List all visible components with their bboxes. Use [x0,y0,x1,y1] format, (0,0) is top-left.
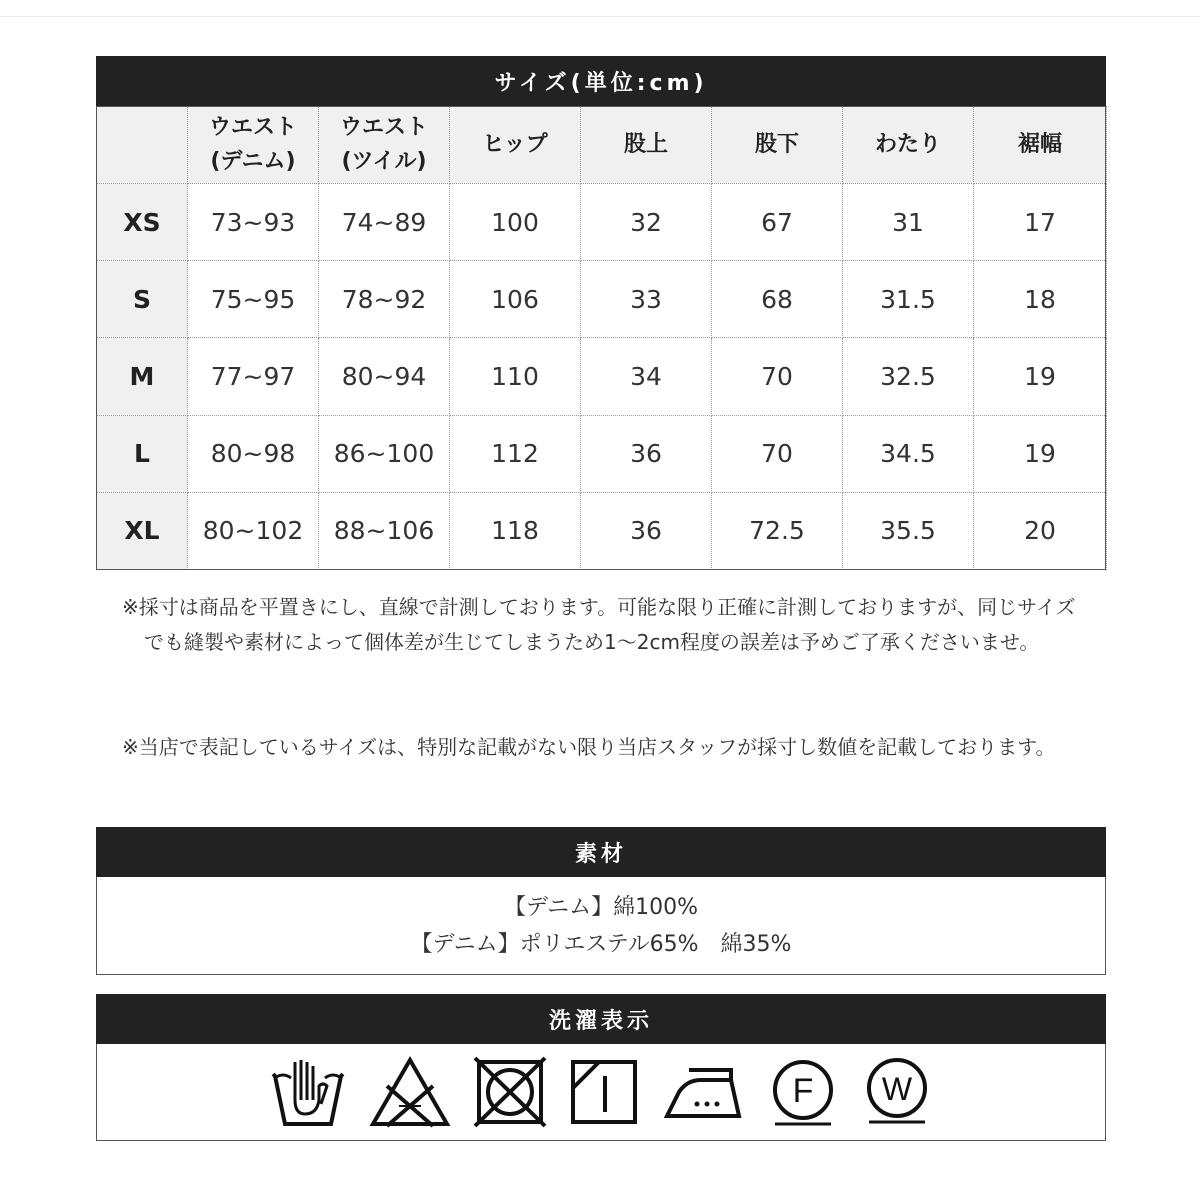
line-dry-shade-icon [569,1056,639,1128]
size-label: XS [97,184,188,261]
header-waist-denim: ウエスト (デニム) [188,107,319,184]
staff-note [122,730,1082,765]
care-title: 洗濯表示 [96,994,1106,1044]
material-box [96,877,1106,975]
header-hip: ヒップ [450,107,581,184]
size-label: S [97,261,188,338]
table-cell: 106 [450,261,581,338]
table-cell: 31.5 [843,261,974,338]
no-tumble-dry-icon [473,1056,547,1128]
table-cell: 18 [974,261,1107,338]
header-hem: 裾幅 [974,107,1107,184]
table-cell: 74~89 [319,184,450,261]
table-cell: 80~98 [188,415,319,492]
header-corner [97,107,188,184]
table-cell: 33 [581,261,712,338]
note-text: ※採寸は商品を平置きにし、直線で計測しております。可能な限り正確に計測しておりますが、同じサイズでも縫製や素材によって個体差が生じてしまうため1～2cm程度の誤差は予めご了承くださいませ。 [122,595,1076,654]
wet-clean-letter: W [881,1071,913,1107]
table-cell: 34 [581,338,712,415]
size-table-title: サイズ(単位:cm) [96,56,1106,106]
no-bleach-icon [369,1056,451,1128]
dry-clean-f-icon [767,1056,839,1128]
table-cell: 35.5 [843,492,974,569]
table-cell: 80~102 [188,492,319,569]
size-table [96,106,1107,570]
wet-clean-w-icon [861,1056,933,1128]
table-cell: 32.5 [843,338,974,415]
table-cell: 20 [974,492,1107,569]
table-cell: 112 [450,415,581,492]
table-cell: 31 [843,184,974,261]
care-icons-box [96,1044,1106,1141]
size-table-header [97,107,1107,184]
table-cell: 88~106 [319,492,450,569]
table-row [97,492,1107,569]
header-thigh: わたり [843,107,974,184]
table-cell: 75~95 [188,261,319,338]
table-cell: 78~92 [319,261,450,338]
table-cell: 118 [450,492,581,569]
table-row [97,415,1107,492]
table-cell: 72.5 [712,492,843,569]
table-cell: 32 [581,184,712,261]
material-line: 【デニム】綿100% [503,894,699,920]
table-cell: 100 [450,184,581,261]
size-label: XL [97,492,188,569]
material-line: 【デニム】ポリエステル65% 綿35% [410,931,792,957]
table-cell: 19 [974,338,1107,415]
table-cell: 70 [712,415,843,492]
table-cell: 17 [974,184,1107,261]
header-inseam: 股下 [712,107,843,184]
table-cell: 68 [712,261,843,338]
table-cell: 110 [450,338,581,415]
size-label: L [97,415,188,492]
size-label: M [97,338,188,415]
table-cell: 36 [581,415,712,492]
table-cell: 77~97 [188,338,319,415]
note-text: ※当店で表記しているサイズは、特別な記載がない限り当店スタッフが採寸し数値を記載しております。 [122,735,1056,759]
table-cell: 73~93 [188,184,319,261]
table-row [97,261,1107,338]
table-cell: 19 [974,415,1107,492]
dry-clean-letter: F [792,1072,814,1110]
table-cell: 34.5 [843,415,974,492]
hand-wash-icon [269,1056,347,1128]
measurement-note [122,590,1082,660]
header-waist-twill: ウエスト (ツイル) [319,107,450,184]
table-row [97,338,1107,415]
table-cell: 80~94 [319,338,450,415]
header-rise: 股上 [581,107,712,184]
low-iron-icon [661,1056,745,1128]
table-cell: 36 [581,492,712,569]
table-row [97,184,1107,261]
table-cell: 70 [712,338,843,415]
table-cell: 67 [712,184,843,261]
material-title: 素材 [96,827,1106,877]
table-cell: 86~100 [319,415,450,492]
